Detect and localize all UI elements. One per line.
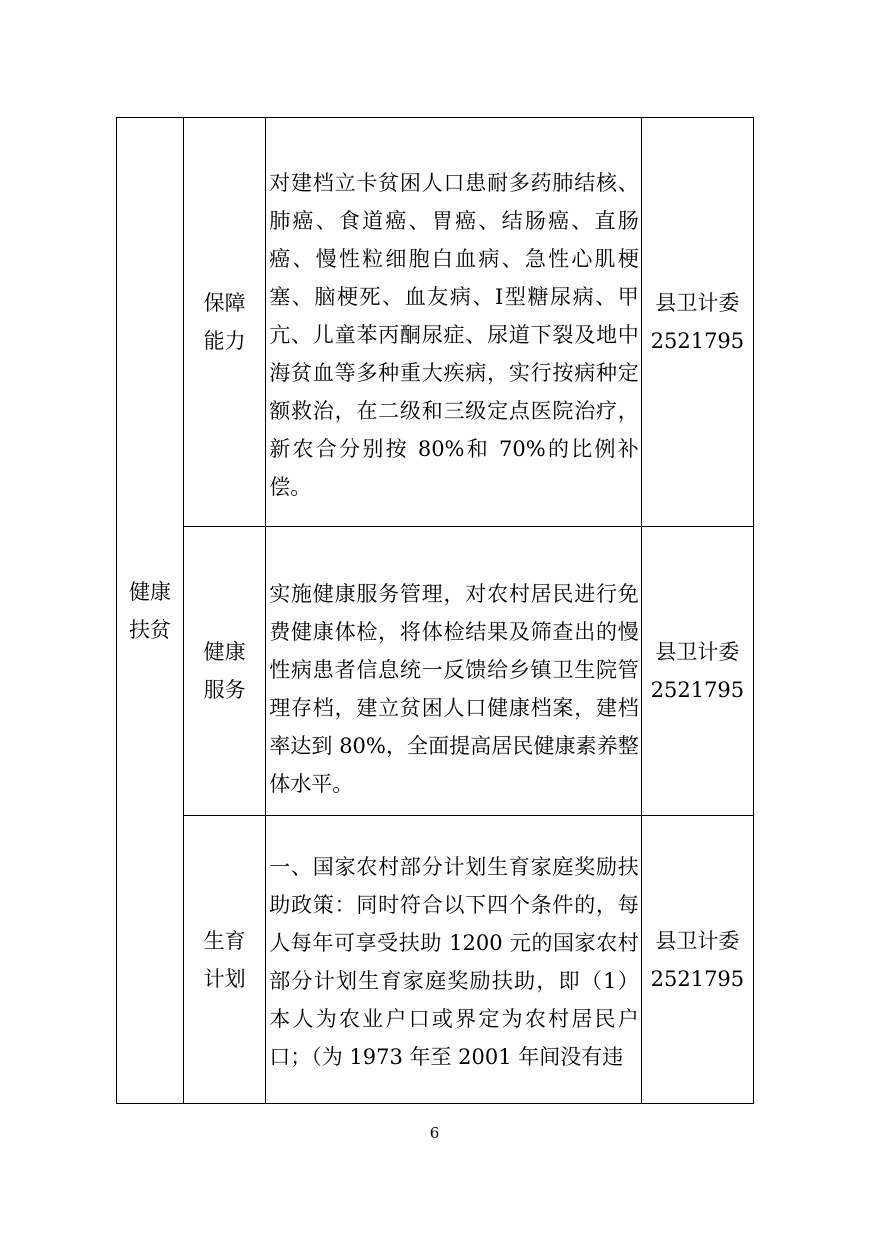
- item-cell: [184, 118, 266, 527]
- item-label: 生育计划: [203, 928, 246, 991]
- description-cell: [266, 118, 642, 527]
- description-cell: [266, 527, 642, 816]
- item-label: 健康服务: [203, 640, 246, 702]
- table-row: [117, 118, 754, 527]
- phone-number: 2521795: [650, 678, 745, 702]
- contact-cell: [641, 118, 753, 527]
- phone-number: 2521795: [650, 966, 745, 991]
- policy-table: [116, 117, 754, 1104]
- item-cell: [184, 527, 266, 816]
- description-cell: [266, 816, 642, 1104]
- department-name: 县卫计委: [655, 928, 740, 953]
- description-text: 对建档立卡贫困人口患耐多药肺结核、肺癌、食道癌、胃癌、结肠癌、直肠癌、慢性粒细胞白血病、急性心肌梗塞、脑梗死、血友病、I型糖尿病、甲亢、儿童苯丙酮尿症、尿道下裂及地中海贫血等多种重大疾病，实行按病种定额救治，在二级和三级定点医院治疗，新农合分别按 80%和 70%的比例补偿。: [269, 170, 639, 499]
- department-name: 县卫计委: [655, 291, 740, 315]
- table-row: [117, 527, 754, 816]
- contact-cell: [641, 816, 753, 1104]
- department-name: 县卫计委: [655, 640, 740, 664]
- item-cell: [184, 816, 266, 1104]
- category-cell: [117, 118, 184, 1104]
- page-number: 6: [429, 1124, 440, 1142]
- item-label: 保障能力: [203, 291, 246, 353]
- description-text: 一、国家农村部分计划生育家庭奖励扶助政策：同时符合以下四个条件的，每人每年可享受扶助 1200 元的国家农村部分计划生育家庭奖励扶助，即（1）本人为农业户口或界定为农村居民户口；（为 1973 年至 2001 年间没有违: [269, 854, 639, 1069]
- contact-cell: [641, 527, 753, 816]
- phone-number: 2521795: [650, 329, 745, 353]
- description-text: 实施健康服务管理，对农村居民进行免费健康体检，将体检结果及筛查出的慢性病患者信息统一反馈给乡镇卫生院管理存档，建立贫困人口健康档案，建档率达到 80%，全面提高居民健康素养整体水平。: [269, 581, 639, 796]
- table-row: [117, 816, 754, 1104]
- category-label: 健康扶贫: [129, 579, 172, 642]
